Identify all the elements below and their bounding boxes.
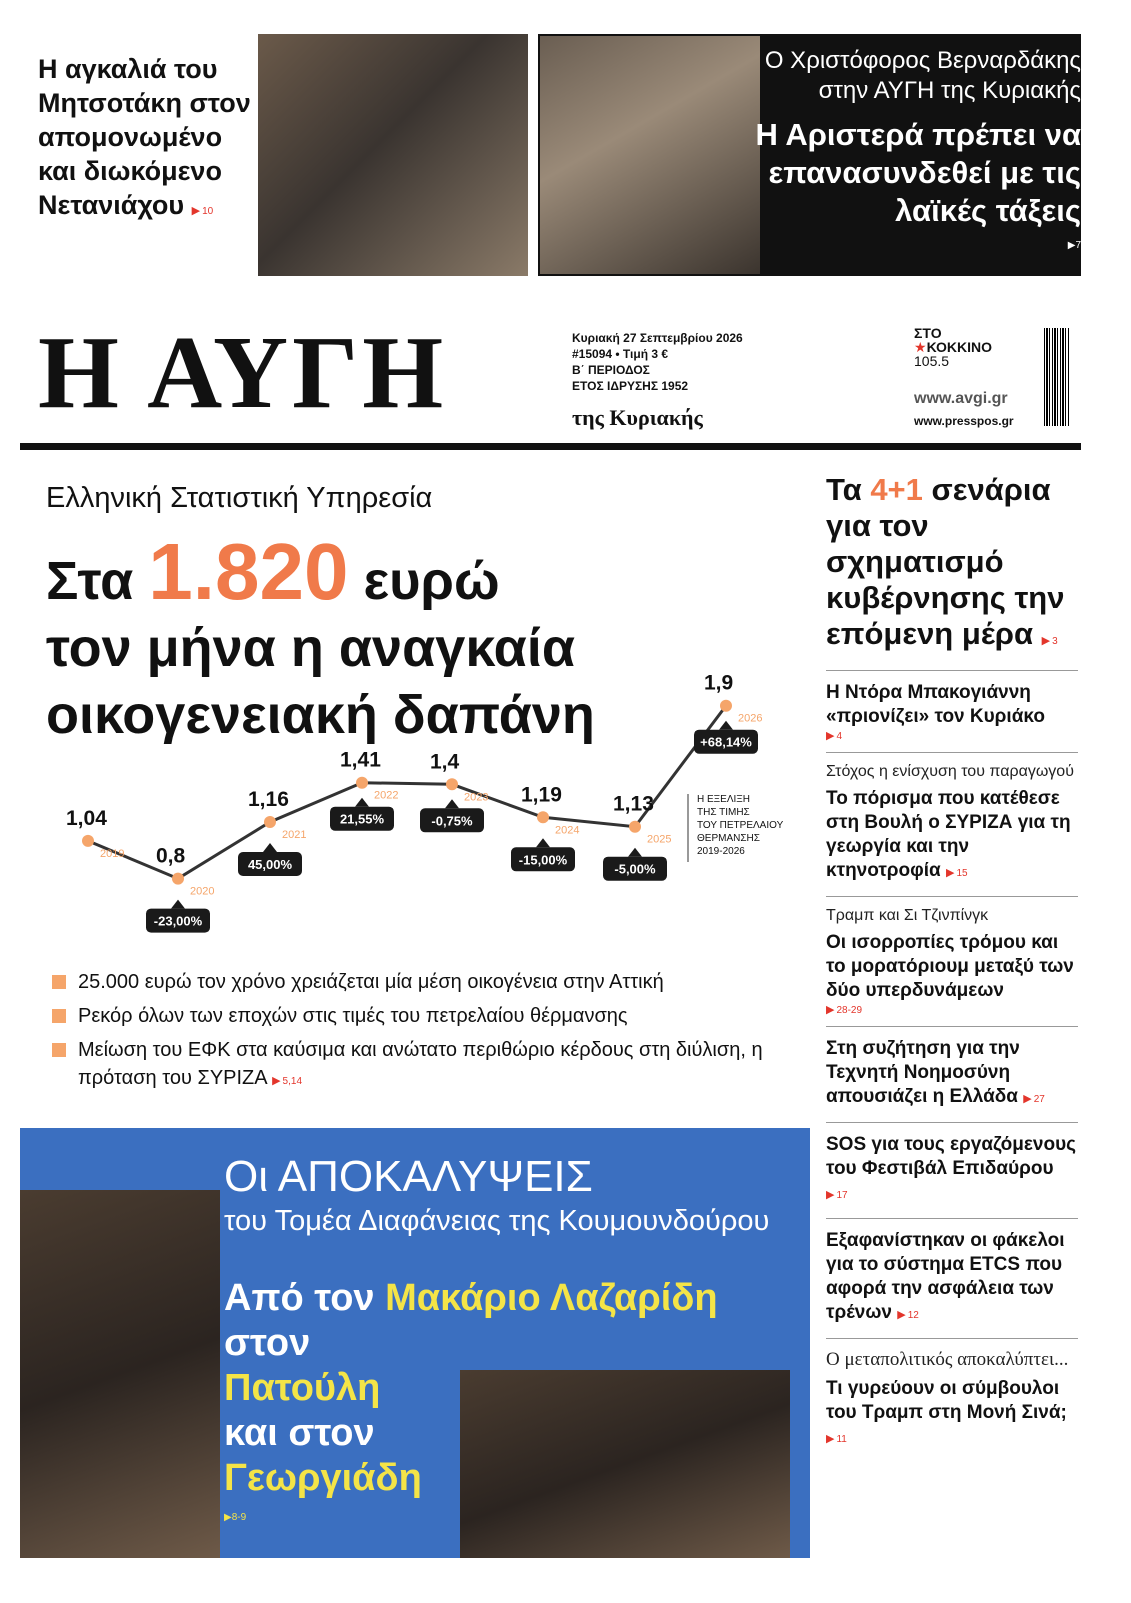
right-story-trump-xi[interactable] xyxy=(826,897,1078,1027)
chart-value-label: 1,4 xyxy=(430,750,460,774)
newspaper-title: Η ΑΥΓΗ xyxy=(38,315,448,430)
chart-x-tick: 2025 xyxy=(647,833,672,846)
chart-point xyxy=(82,835,94,847)
chart-x-tick: 2019 xyxy=(100,847,125,860)
lead-headline-number: 1.820 xyxy=(148,527,349,616)
chart-x-tick: 2021 xyxy=(282,829,307,841)
chart-x-tick: 2024 xyxy=(555,824,580,837)
chart-annotation: Η ΕΞΕΛΙΞΗ ΤΗΣ ΤΙΜΗΣ ΤΟΥ ΠΕΤΡΕΛΑΙΟΥ ΘΕΡΜΑΝΣΗΣ 2019-2026 xyxy=(697,794,784,857)
chart-change-label: 45,00% xyxy=(247,857,293,872)
right-column xyxy=(826,462,1078,1462)
chart-x-tick: 2026 xyxy=(738,712,763,725)
page-ref-arrow: ▶ 4 xyxy=(826,730,843,742)
right-story-epidaurus[interactable] xyxy=(826,1123,1078,1219)
page-ref-arrow: ▶ 15 xyxy=(946,867,968,879)
issue-period: Β΄ ΠΕΡΙΟΔΟΣ xyxy=(572,363,650,377)
bullet-item: 25.000 ευρώ τον χρόνο χρειάζεται μία μέση οικογένεια στην Αττική xyxy=(52,968,772,996)
chart-change-label: 21,55% xyxy=(339,811,385,827)
radio-logo[interactable]: ΣΤΟ ★ΚΟΚΚΙΝΟ 105.5 xyxy=(914,325,993,369)
chart-point xyxy=(720,700,732,712)
chart-point xyxy=(629,821,641,833)
story-headline: Το πόρισμα που κατέθεσε στη Βουλή ο ΣΥΡΙΖΑ για τη γεωργία και την κτηνοτροφία ▶ 15 xyxy=(826,788,1071,881)
site-link-presspos[interactable]: www.presspos.gr xyxy=(914,414,1014,428)
masthead-rule xyxy=(20,443,1081,450)
page-ref-arrow: ▶ 5,14 xyxy=(272,1075,303,1087)
page-ref-arrow: ▶ 12 xyxy=(897,1309,919,1321)
chart-x-tick: 2023 xyxy=(464,791,489,804)
issue-founded: ΕΤΟΣ ΙΔΡΥΣΗΣ 1952 xyxy=(572,379,689,393)
lead-headline[interactable]: Στα 1.820 ευρώ τον μήνα η αναγκαία οικογενειακή δαπάνη xyxy=(46,527,595,745)
story-kicker: Στόχος η ενίσχυση του παραγωγού xyxy=(826,763,1074,780)
lead-kicker: Ελληνική Στατιστική Υπηρεσία xyxy=(46,482,433,514)
right-story-sinai[interactable] xyxy=(826,1339,1078,1462)
chart-value-label: 1,13 xyxy=(613,792,654,816)
story-headline: Η Ντόρα Μπακογιάννη «πριονίζει» τον Κυριάκο xyxy=(826,682,1045,727)
feature-headline[interactable]: Από τον Μακάριο Λαζαρίδη στον Πατούλη και στον Γεωργιάδη xyxy=(224,1277,718,1499)
chart-value-label: 1,19 xyxy=(521,783,562,807)
chart-badge-pointer xyxy=(536,838,550,847)
page-ref-arrow: ▶ 3 xyxy=(1041,635,1058,647)
promo-right-kicker: Ο Χριστόφορος Βερναρδάκης στην ΑΥΓΗ της Κυριακής xyxy=(764,47,1081,104)
right-story-scenarios[interactable] xyxy=(826,462,1078,671)
chart-x-tick: 2022 xyxy=(374,789,399,802)
chart-badge-pointer xyxy=(719,721,733,730)
bullet-item: Μείωση του ΕΦΚ στα καύσιμα και ανώτατο περιθώριο κέρδους στη διύλιση, η πρόταση του ΣΥΡΙΖΑ ▶ 5,14 xyxy=(52,1036,772,1096)
barcode xyxy=(1044,328,1070,426)
promo-right-headline[interactable]: Η Αριστερά πρέπει να επανασυνδεθεί με τις λαϊκές τάξεις xyxy=(755,117,1081,228)
issue-number: #15094 • Τιμή 3 € xyxy=(572,347,669,361)
issue-meta xyxy=(572,330,743,394)
chart-change-label: -5,00% xyxy=(614,861,656,877)
feature-photo-left xyxy=(20,1190,220,1558)
story-kicker: Τραμπ και Σι Τζινπίνγκ xyxy=(826,907,989,924)
bullet-item: Ρεκόρ όλων των εποχών στις τιμές του πετρελαίου θέρμανσης xyxy=(52,1002,772,1030)
page-ref-arrow: ▶ 17 xyxy=(826,1189,848,1201)
chart-point xyxy=(356,777,368,789)
story-headline: Στη συζήτηση για την Τεχνητή Νοημοσύνη απουσιάζει η Ελλάδα ▶ 27 xyxy=(826,1038,1045,1107)
right-story-ai[interactable] xyxy=(826,1027,1078,1123)
chart-point xyxy=(537,811,549,823)
story-headline: Οι ισορροπίες τρόμου και το μορατόριουμ μεταξύ των δύο υπερδυνάμεων xyxy=(826,932,1074,1001)
story-headline: SOS για τους εργαζόμενους του Φεστιβάλ Επιδαύρου ▶ 17 xyxy=(826,1134,1077,1201)
chart-badge-pointer xyxy=(445,799,459,808)
chart-change-label: -15,00% xyxy=(518,852,568,868)
right-story-etcs[interactable] xyxy=(826,1219,1078,1339)
chart-value-label: 0,8 xyxy=(156,844,186,868)
promo-left-headline[interactable]: Η αγκαλιά του Μητσοτάκη στον απομονωμένο και διωκόμενο Νετανιάχου ▶ 10 xyxy=(38,54,251,220)
promo-left-photo[interactable] xyxy=(258,34,528,276)
chart-badge-pointer xyxy=(628,848,642,857)
chart-value-label: 1,16 xyxy=(248,788,289,811)
newspaper-subtitle: της Κυριακής xyxy=(572,405,703,430)
page-ref-arrow: ▶ 27 xyxy=(1023,1093,1045,1105)
page-ref-arrow: ▶ 10 xyxy=(191,205,214,217)
chart-value-label: 1,04 xyxy=(66,806,107,830)
chart-badge-pointer xyxy=(355,798,369,807)
promo-right-page-ref: ▶7 xyxy=(1067,240,1081,251)
heating-oil-price-chart xyxy=(40,650,800,950)
web-links xyxy=(914,388,1014,432)
chart-badge-pointer xyxy=(263,843,277,852)
site-link-avgi[interactable]: www.avgi.gr xyxy=(914,390,1008,407)
right-story-bakoyanni[interactable] xyxy=(826,671,1078,753)
chart-point xyxy=(264,816,276,828)
chart-x-tick: 2020 xyxy=(190,885,215,898)
chart-change-label: +68,14% xyxy=(700,734,752,750)
page-ref-arrow: ▶ 28-29 xyxy=(826,1004,863,1016)
story-headline: Εξαφανίστηκαν οι φάκελοι για το σύστημα ETCS που αφορά την ασφάλεια των τρένων ▶ 12 xyxy=(826,1230,1065,1323)
feature-subtitle: του Τομέα Διαφάνειας της Κουμουνδούρου xyxy=(224,1205,770,1237)
radio-star-icon: ★ xyxy=(914,339,927,355)
chart-badge-pointer xyxy=(171,900,185,909)
chart-point xyxy=(446,778,458,790)
lead-bullets xyxy=(52,968,772,1102)
chart-point xyxy=(172,873,184,885)
chart-value-label: 1,9 xyxy=(704,671,734,695)
story-headline: Τα 4+1 σενάρια για τον σχηματισμό κυβέρνησης την επόμενη μέρα ▶ 3 xyxy=(826,472,1065,651)
right-story-agriculture[interactable] xyxy=(826,753,1078,897)
chart-change-label: -0,75% xyxy=(431,813,473,829)
issue-date: Κυριακή 27 Σεπτεμβρίου 2026 xyxy=(572,331,743,345)
feature-title: Οι ΑΠΟΚΑΛΥΨΕΙΣ xyxy=(224,1152,593,1201)
story-headline: Τι γυρεύουν οι σύμβουλοι του Τραμπ στη Μονή Σινά; ▶ 11 xyxy=(826,1378,1067,1445)
page-ref-arrow: ▶ 11 xyxy=(826,1433,847,1445)
chart-value-label: 1,41 xyxy=(340,748,381,772)
feature-page-ref: ▶8-9 xyxy=(224,1512,247,1523)
story-kicker: Ο μεταπολιτικός αποκαλύπτει... xyxy=(826,1349,1069,1370)
chart-change-label: -23,00% xyxy=(153,913,203,929)
